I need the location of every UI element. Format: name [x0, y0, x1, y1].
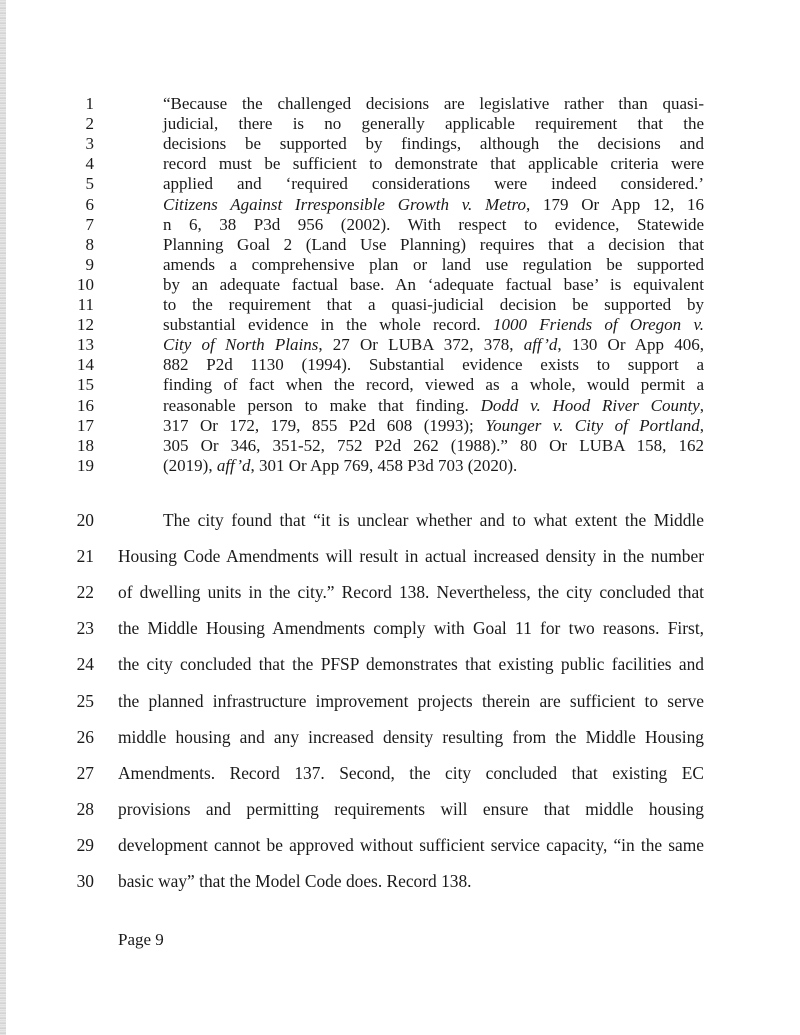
line-number: 3 — [85, 134, 94, 154]
body-text: The city found that “it is unclear whether and to what extent the Middle — [163, 510, 704, 530]
line-number: 16 — [77, 395, 94, 415]
text-run: , — [699, 395, 705, 415]
text-run: , 179 Or App 12, 16 — [525, 194, 704, 214]
body-text: of dwelling units in the city.” Record 138. Nevertheless, the city concluded that — [118, 582, 704, 603]
line-number: 30 — [76, 871, 94, 891]
text-run: , 27 Or LUBA 372, 378, — [318, 335, 524, 355]
line-number: 28 — [76, 798, 94, 819]
body-text: development cannot be approved without sufficient service capacity, “in the same — [118, 834, 704, 855]
quote-text — [163, 275, 704, 295]
quote-text — [163, 436, 704, 456]
body-text: the city concluded that the PFSP demonstrates that existing public facilities and — [118, 654, 704, 675]
line-number: 23 — [76, 618, 94, 639]
scan-left-edge — [0, 0, 6, 1035]
text-run: Planning Goal 2 (Land Use Planning) requires that a decision that — [163, 234, 704, 254]
text-run: judicial, there is no generally applicable requirement that the — [163, 114, 704, 134]
quote-text — [163, 315, 704, 335]
quote-text — [163, 335, 704, 355]
quote-text — [163, 134, 704, 154]
quote-text — [163, 174, 704, 194]
line-number: 13 — [77, 335, 94, 355]
text-run: substantial evidence in the whole record. — [163, 315, 493, 335]
quote-text — [163, 255, 704, 275]
body-text: middle housing and any increased density resulting from the Middle Housing — [118, 726, 704, 747]
case-citation: aff’d — [216, 455, 251, 475]
quote-text — [163, 195, 704, 215]
quote-text — [163, 154, 704, 174]
line-number: 11 — [77, 295, 94, 314]
text-run: decisions be supported by findings, although the decisions and — [163, 134, 704, 154]
body-text: Housing Code Amendments will result in actual increased density in the number — [118, 546, 704, 567]
quote-text — [163, 235, 704, 255]
line-number: 25 — [76, 690, 94, 711]
text-run: 317 Or 172, 179, 855 P2d 608 (1993); — [163, 415, 486, 435]
text-run: record must be sufficient to demonstrate that applicable criteria were — [163, 154, 704, 174]
line-number: 26 — [76, 726, 94, 747]
text-run: , 130 Or App 406, — [557, 335, 705, 355]
line-number: 15 — [77, 375, 94, 395]
line-number: 27 — [76, 762, 94, 783]
text-run: by an adequate factual base. An ‘adequate factual base’ is equivalent — [163, 274, 704, 294]
quote-text — [163, 295, 704, 315]
page-number: Page 9 — [118, 930, 164, 949]
line-number: 9 — [85, 254, 94, 274]
text-run: to the requirement that a quasi-judicial decision be supported by — [163, 295, 704, 314]
line-number: 17 — [77, 415, 94, 435]
case-citation: Dodd v. Hood River County — [480, 395, 700, 415]
case-citation: Citizens Against Irresponsible Growth v. Metro — [163, 194, 526, 214]
text-run: , — [699, 415, 704, 435]
line-number: 14 — [77, 355, 94, 375]
text-run: reasonable person to make that finding. — [163, 395, 481, 415]
quote-text — [163, 114, 704, 134]
case-citation: 1000 Friends of Oregon v. — [492, 315, 704, 335]
quote-text — [163, 94, 704, 114]
quote-text — [163, 396, 704, 416]
body-text: Amendments. Record 137. Second, the city concluded that existing EC — [118, 762, 704, 783]
line-number: 4 — [85, 154, 94, 174]
body-text: the Middle Housing Amendments comply with Goal 11 for two reasons. First, — [118, 618, 704, 639]
line-number: 12 — [77, 315, 94, 335]
quote-text — [163, 416, 704, 436]
case-citation: aff’d — [523, 335, 558, 355]
line-number: 29 — [76, 834, 94, 855]
body-text: the planned infrastructure improvement projects therein are sufficient to serve — [118, 690, 704, 711]
body-text: provisions and permitting requirements will ensure that middle housing — [118, 798, 704, 819]
line-number: 8 — [85, 234, 94, 254]
case-citation: City of North Plains — [163, 335, 319, 355]
body-text: basic way” that the Model Code does. Record 138. — [118, 871, 472, 891]
quote-text — [163, 215, 704, 235]
text-run: 305 Or 346, 351-52, 752 P2d 262 (1988).” 80 Or LUBA 158, 162 — [163, 435, 704, 455]
line-number: 24 — [76, 654, 94, 675]
line-number: 19 — [77, 455, 94, 475]
line-number: 20 — [76, 510, 94, 530]
line-number: 10 — [77, 274, 94, 294]
line-number: 5 — [85, 174, 94, 194]
line-number: 1 — [85, 94, 94, 113]
text-run: (2019), — [163, 455, 217, 475]
line-number: 6 — [85, 194, 94, 214]
quote-text — [163, 456, 704, 476]
line-number: 18 — [77, 435, 94, 455]
text-run: “Because the challenged decisions are legislative rather than quasi- — [163, 94, 704, 113]
text-run: finding of fact when the record, viewed as a whole, would permit a — [163, 375, 704, 395]
quote-text — [163, 355, 704, 375]
line-number: 7 — [85, 214, 94, 234]
line-number: 21 — [76, 546, 94, 567]
text-run: 882 P2d 1130 (1994). Substantial evidence exists to support a — [163, 355, 704, 375]
quote-text — [163, 375, 704, 395]
case-citation: Younger v. City of Portland — [485, 415, 700, 435]
text-run: n 6, 38 P3d 956 (2002). With respect to evidence, Statewide — [163, 214, 704, 234]
text-run: amends a comprehensive plan or land use regulation be supported — [163, 254, 704, 274]
text-run: , 301 Or App 769, 458 P3d 703 (2020). — [250, 455, 518, 475]
text-run: applied and ‘required considerations were indeed considered.’ — [163, 174, 704, 194]
line-number: 2 — [85, 114, 94, 134]
line-number: 22 — [76, 582, 94, 603]
